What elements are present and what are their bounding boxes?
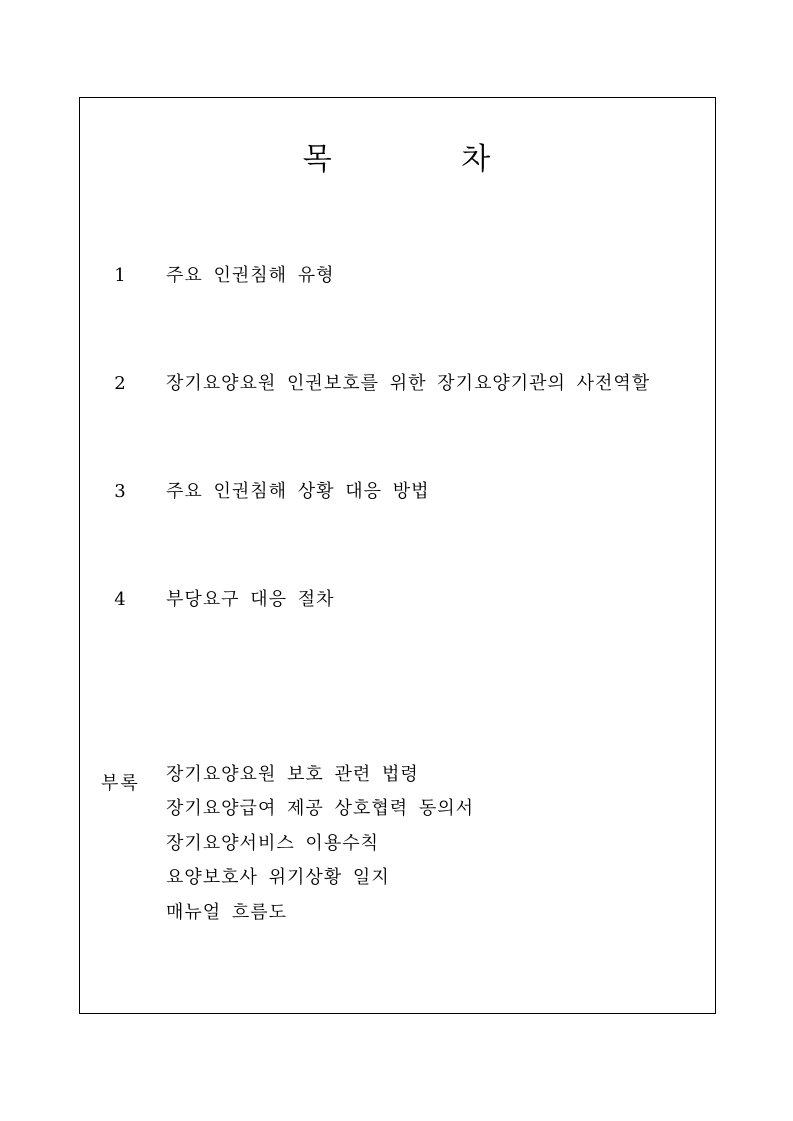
appendix-item[interactable]: 장기요양급여 제공 상호협력 동의서	[166, 798, 474, 819]
toc-number: 2	[114, 373, 126, 394]
appendix-item[interactable]: 장기요양서비스 이용수칙	[166, 833, 379, 854]
toc-title: 부당요구 대응 절차	[166, 589, 335, 610]
appendix-label: 부록	[101, 773, 140, 794]
appendix-item[interactable]: 매뉴얼 흐름도	[166, 902, 288, 923]
toc-item-2[interactable]	[0, 372, 793, 396]
toc-title: 주요 인권침해 상황 대응 방법	[166, 481, 430, 502]
toc-number: 1	[114, 265, 126, 286]
toc-number: 4	[114, 589, 126, 610]
toc-title: 장기요양요원 인권보호를 위한 장기요양기관의 사전역할	[166, 373, 651, 394]
toc-item-1[interactable]	[0, 264, 793, 288]
toc-number: 3	[114, 481, 126, 502]
page-title: 목 차	[302, 142, 551, 177]
toc-item-4[interactable]	[0, 588, 793, 612]
appendix-item[interactable]: 장기요양요원 보호 관련 법령	[166, 764, 419, 785]
appendix-item[interactable]: 요양보호사 위기상황 일지	[166, 867, 390, 888]
toc-item-3[interactable]	[0, 480, 793, 504]
toc-title: 주요 인권침해 유형	[166, 265, 335, 286]
